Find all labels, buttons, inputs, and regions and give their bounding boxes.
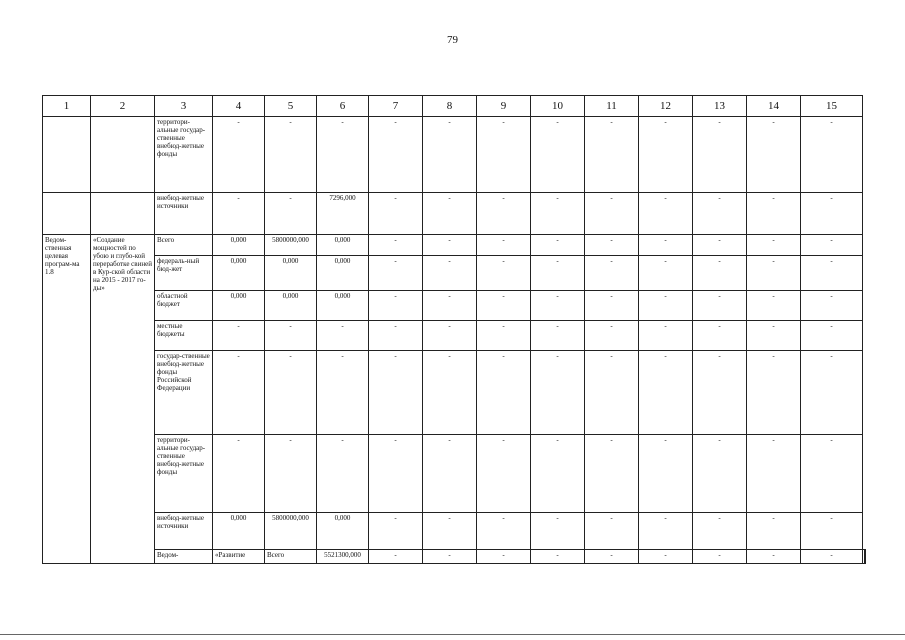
value-cell: - [317, 351, 369, 435]
table-row [43, 117, 866, 193]
value-cell: - [693, 117, 747, 193]
value-cell: - [369, 435, 423, 513]
value-cell: - [423, 435, 477, 513]
column-number: 8 [423, 96, 477, 117]
value-cell: - [477, 435, 531, 513]
value-cell: - [265, 351, 317, 435]
value-cell: - [639, 193, 693, 235]
value-cell: - [477, 256, 531, 291]
value-cell: - [693, 193, 747, 235]
value-cell: 7296,000 [317, 193, 369, 235]
value-cell: 0,000 [213, 235, 265, 256]
value-cell: - [213, 117, 265, 193]
funding-source: внебюд-жетные источники [155, 193, 213, 235]
value-cell: - [423, 513, 477, 550]
value-cell: - [477, 513, 531, 550]
value-cell: - [747, 513, 801, 550]
value-cell: - [265, 193, 317, 235]
value-cell: - [477, 291, 531, 321]
value-cell: - [693, 351, 747, 435]
value-cell: - [531, 435, 585, 513]
value-cell: 0,000 [213, 291, 265, 321]
value-cell: - [747, 291, 801, 321]
value-cell: - [639, 435, 693, 513]
column-number: 5 [265, 96, 317, 117]
value-cell: - [747, 321, 801, 351]
page-number: 79 [447, 34, 458, 46]
value-cell: - [639, 117, 693, 193]
value-cell: - [693, 513, 747, 550]
value-cell: - [801, 435, 863, 513]
value-cell: 0,000 [317, 291, 369, 321]
column-number: 7 [369, 96, 423, 117]
value-cell: - [801, 117, 863, 193]
value-cell: - [213, 321, 265, 351]
value-cell: 0,000 [213, 256, 265, 291]
funding-source: территори-альные государ-ственные внебюд-жетные фонды [155, 117, 213, 193]
value-cell: - [585, 256, 639, 291]
column-number: 15 [801, 96, 863, 117]
value-cell: - [585, 351, 639, 435]
value-cell: - [213, 351, 265, 435]
value-cell: - [477, 235, 531, 256]
value-cell: - [801, 321, 863, 351]
table-row [43, 235, 866, 256]
budget-table [42, 95, 866, 564]
value-cell: - [369, 235, 423, 256]
value-cell: - [423, 321, 477, 351]
column-number-row [43, 96, 866, 117]
value-cell: - [531, 351, 585, 435]
value-cell: - [639, 256, 693, 291]
value-cell: - [585, 235, 639, 256]
value-cell: - [801, 235, 863, 256]
value-cell: - [265, 321, 317, 351]
column-number: 4 [213, 96, 265, 117]
table-row [43, 291, 866, 321]
value-cell: - [477, 351, 531, 435]
column-number: 10 [531, 96, 585, 117]
value-cell: - [801, 550, 863, 564]
value-cell: 0,000 [317, 235, 369, 256]
value-cell: - [531, 235, 585, 256]
value-cell: - [369, 513, 423, 550]
value-cell: - [369, 256, 423, 291]
table-row [43, 435, 866, 513]
value-cell: - [747, 351, 801, 435]
value-cell: - [639, 550, 693, 564]
value-cell: - [423, 291, 477, 321]
program-name: Ведом-ственная целевая програм-ма 1.8 [43, 235, 91, 564]
value-cell: - [531, 291, 585, 321]
funding-source: Всего [265, 550, 317, 564]
value-cell: - [693, 321, 747, 351]
event-cell-empty [91, 117, 155, 193]
event-cell-empty [91, 193, 155, 235]
value-cell: - [531, 321, 585, 351]
value-cell: - [747, 435, 801, 513]
value-cell: - [585, 321, 639, 351]
program-title: «Создание мощностей по убою и глубо-кой переработке свиней в Кур-ской области на 2015 - 2017 го-ды» [91, 235, 155, 564]
value-cell: - [693, 291, 747, 321]
value-cell: - [477, 550, 531, 564]
value-cell: - [801, 256, 863, 291]
funding-source: федераль-ный бюд-жет [155, 256, 213, 291]
value-cell: - [801, 193, 863, 235]
value-cell: - [423, 193, 477, 235]
column-number: 2 [91, 96, 155, 117]
value-cell: - [531, 513, 585, 550]
column-number: 14 [747, 96, 801, 117]
table-row [43, 351, 866, 435]
value-cell: - [213, 435, 265, 513]
table-row [43, 321, 866, 351]
value-cell: - [317, 321, 369, 351]
value-cell: - [477, 321, 531, 351]
value-cell: - [747, 193, 801, 235]
value-cell: 0,000 [265, 256, 317, 291]
column-number: 11 [585, 96, 639, 117]
value-cell: - [747, 235, 801, 256]
value-cell: - [531, 256, 585, 291]
value-cell: - [693, 235, 747, 256]
value-cell: - [747, 550, 801, 564]
column-number: 13 [693, 96, 747, 117]
value-cell: - [639, 351, 693, 435]
program-name: Ведом- [155, 550, 213, 564]
value-cell: - [531, 117, 585, 193]
value-cell: - [639, 235, 693, 256]
column-number: 9 [477, 96, 531, 117]
value-cell: 0,000 [317, 513, 369, 550]
value-cell: - [423, 550, 477, 564]
value-cell: - [693, 435, 747, 513]
value-cell: 0,000 [317, 256, 369, 291]
value-cell: - [585, 435, 639, 513]
value-cell: 0,000 [213, 513, 265, 550]
value-cell: - [693, 256, 747, 291]
column-number: 6 [317, 96, 369, 117]
value-cell: 5521300,000 [317, 550, 369, 564]
value-cell: - [369, 193, 423, 235]
value-cell: - [369, 291, 423, 321]
value-cell: - [585, 193, 639, 235]
value-cell: - [585, 291, 639, 321]
funding-source: государ-ственные внебюд-жетные фонды Российской Федерации [155, 351, 213, 435]
value-cell: 0,000 [265, 291, 317, 321]
funding-source: Всего [155, 235, 213, 256]
value-cell: - [801, 291, 863, 321]
column-number: 3 [155, 96, 213, 117]
value-cell: - [213, 193, 265, 235]
value-cell: - [369, 117, 423, 193]
program-cell-empty [43, 193, 91, 235]
program-title: «Развитие [213, 550, 265, 564]
value-cell: - [585, 117, 639, 193]
value-cell: - [693, 550, 747, 564]
value-cell: - [639, 321, 693, 351]
funding-source: местные бюджеты [155, 321, 213, 351]
table-row [43, 550, 866, 564]
value-cell: - [801, 351, 863, 435]
value-cell: - [369, 321, 423, 351]
table-row [43, 256, 866, 291]
page-bottom-edge [0, 634, 905, 635]
value-cell: - [317, 435, 369, 513]
column-number: 12 [639, 96, 693, 117]
funding-source: внебюд-жетные источники [155, 513, 213, 550]
value-cell: - [531, 193, 585, 235]
value-cell: - [477, 117, 531, 193]
value-cell: - [369, 351, 423, 435]
value-cell: - [639, 513, 693, 550]
value-cell: - [369, 550, 423, 564]
value-cell: - [265, 435, 317, 513]
value-cell: - [317, 117, 369, 193]
value-cell: 5800000,000 [265, 513, 317, 550]
value-cell: - [585, 550, 639, 564]
funding-source: областной бюджет [155, 291, 213, 321]
table-row [43, 513, 866, 550]
value-cell: - [585, 513, 639, 550]
value-cell: 5800000,000 [265, 235, 317, 256]
value-cell: - [423, 235, 477, 256]
funding-source: территори-альные государ-ственные внебюд-жетные фонды [155, 435, 213, 513]
table-row [43, 193, 866, 235]
program-cell-empty [43, 117, 91, 193]
value-cell: - [423, 351, 477, 435]
value-cell: - [801, 513, 863, 550]
value-cell: - [747, 256, 801, 291]
value-cell: - [265, 117, 317, 193]
value-cell: - [747, 117, 801, 193]
value-cell: - [423, 117, 477, 193]
value-cell: - [477, 193, 531, 235]
value-cell: - [531, 550, 585, 564]
value-cell: - [639, 291, 693, 321]
column-number: 1 [43, 96, 91, 117]
value-cell [864, 550, 866, 564]
value-cell: - [423, 256, 477, 291]
